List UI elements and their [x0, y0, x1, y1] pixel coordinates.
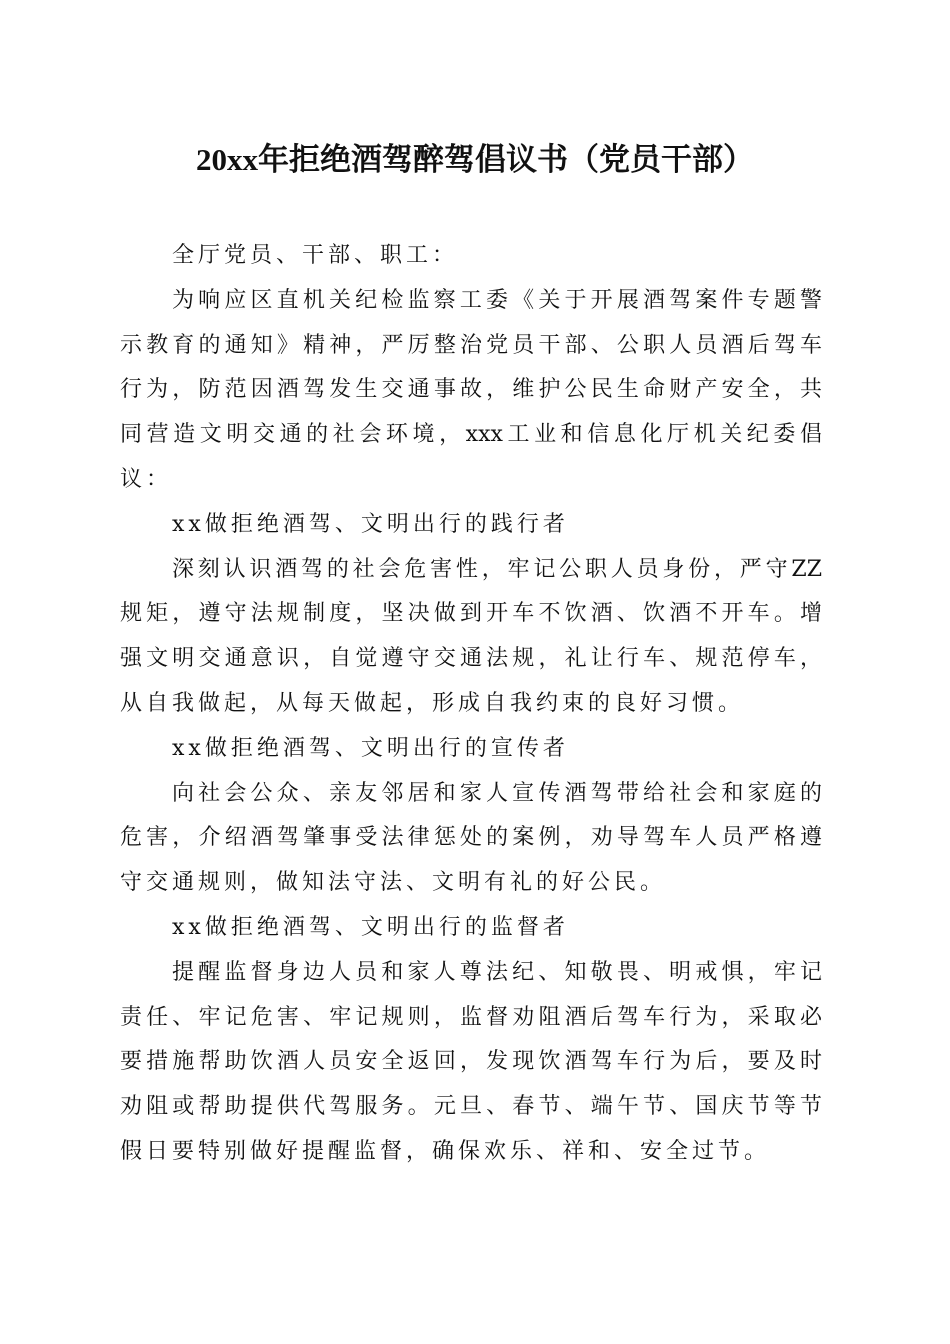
text-line: 要措施帮助饮酒人员安全返回，发现饮酒驾车行为后，要及时	[120, 1049, 822, 1075]
text-line: 向社会公众、亲友邻居和家人宣传酒驾带给社会和家庭的	[172, 780, 822, 806]
text-line: 危害，介绍酒驾肇事受法律惩处的案例，劝导驾车人员严格遵	[120, 825, 822, 851]
text-line: xx做拒绝酒驾、文明出行的践行者	[172, 511, 569, 537]
text-line: 劝阻或帮助提供代驾服务。元旦、春节、端午节、国庆节等节	[120, 1094, 822, 1120]
text-line: 行为，防范因酒驾发生交通事故，维护公民生命财产安全，共	[120, 377, 822, 403]
document-body	[120, 234, 822, 1175]
text-line: 从自我做起，从每天做起，形成自我约束的良好习惯。	[120, 690, 745, 716]
text-line: 守交通规则，做知法守法、文明有礼的好公民。	[120, 870, 667, 896]
paragraph	[120, 503, 822, 548]
text-line: 同营造文明交通的社会环境，xxx工业和信息化厅机关纪委倡	[120, 422, 822, 448]
paragraph	[120, 951, 822, 1175]
paragraph	[120, 906, 822, 951]
text-line: 为响应区直机关纪检监察工委《关于开展酒驾案件专题警	[172, 287, 822, 313]
paragraph	[120, 772, 822, 906]
text-line: xx做拒绝酒驾、文明出行的监督者	[172, 914, 569, 940]
text-line: 示教育的通知》精神，严厉整治党员干部、公职人员酒后驾车	[120, 332, 822, 358]
text-line: xx做拒绝酒驾、文明出行的宣传者	[172, 735, 569, 761]
paragraph	[120, 548, 822, 727]
text-line: 全厅党员、干部、职工：	[172, 243, 459, 268]
text-line: 责任、牢记危害、牢记规则，监督劝阻酒后驾车行为，采取必	[120, 1004, 822, 1030]
text-line: 规矩，遵守法规制度，坚决做到开车不饮酒、饮酒不开车。增	[120, 601, 822, 627]
text-line: 强文明交通意识，自觉遵守交通法规，礼让行车、规范停车，	[120, 646, 822, 672]
paragraph	[120, 727, 822, 772]
text-line: 提醒监督身边人员和家人尊法纪、知敬畏、明戒惧，牢记	[172, 959, 822, 985]
document-title: 20xx年拒绝酒驾醉驾倡议书（党员干部）	[196, 142, 754, 177]
text-line: 深刻认识酒驾的社会危害性，牢记公职人员身份，严守ZZ	[172, 556, 822, 582]
text-line: 假日要特别做好提醒监督，确保欢乐、祥和、安全过节。	[120, 1138, 771, 1164]
paragraph	[120, 279, 822, 503]
text-line: 议：	[120, 466, 173, 492]
paragraph	[120, 234, 822, 279]
